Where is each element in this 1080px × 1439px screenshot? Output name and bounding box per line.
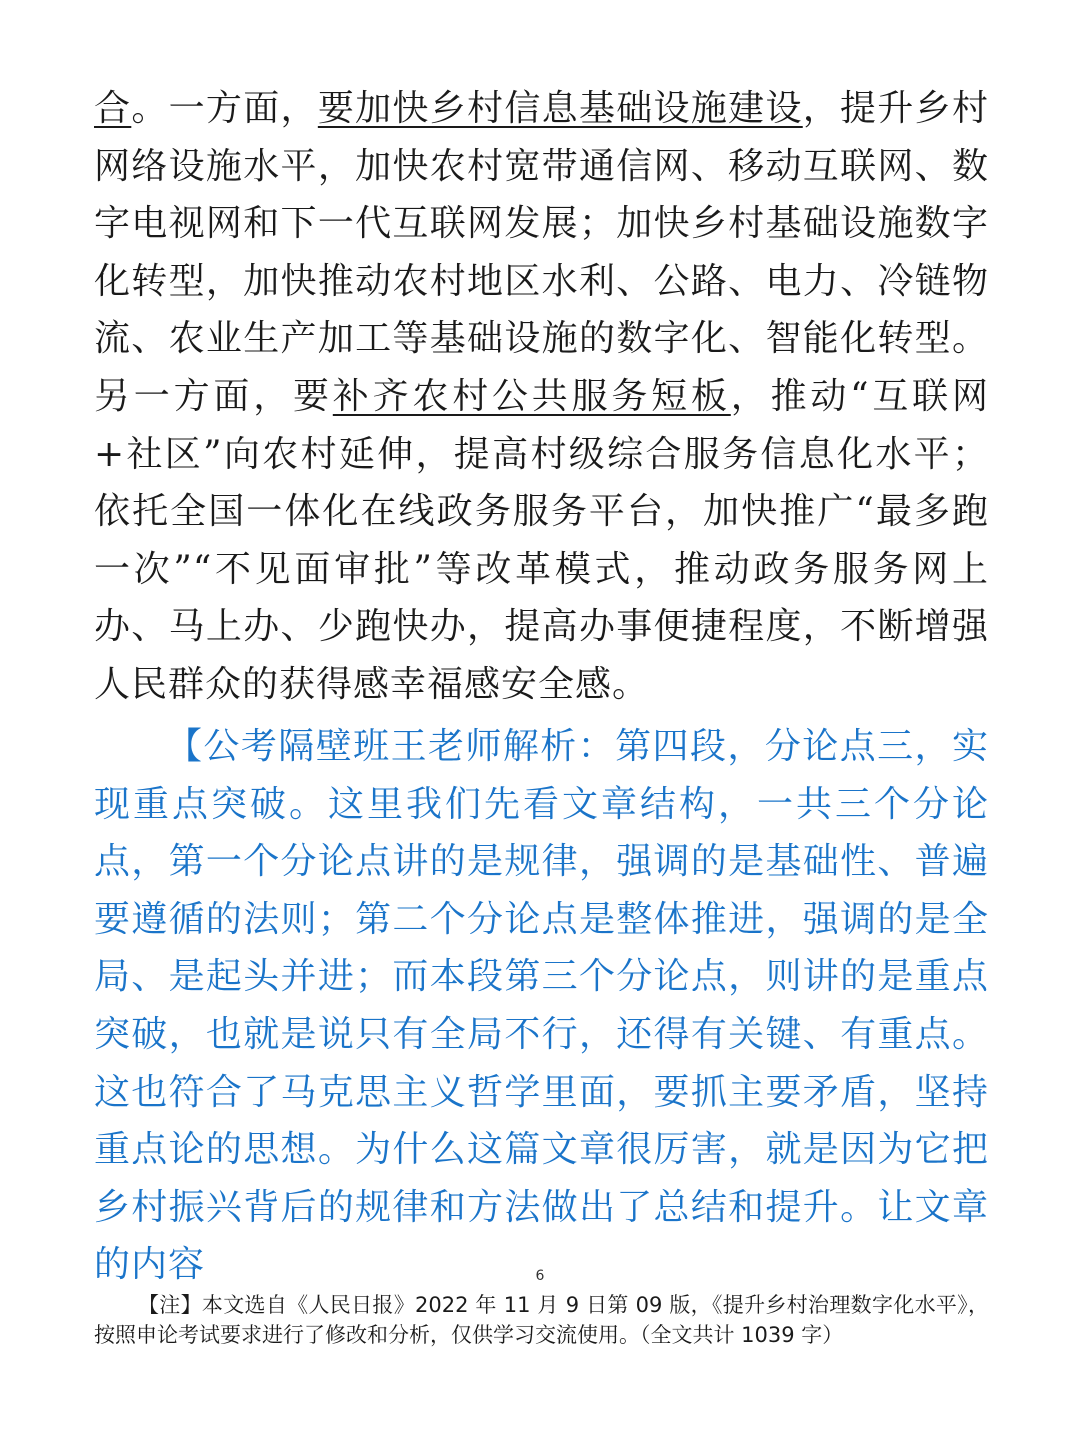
text-fragment: 。一方面， [131, 88, 318, 129]
teacher-analysis-paragraph: 【公考隔壁班王老师解析：第四段，分论点三，实现重点突破。这里我们先看文章结构，一共三个分论点，第一个分论点讲的是规律，强调的是基础性、普遍要遵循的法则；第二个分论点是整体推进，强调的是全局、是起头并进；而本段第三个分论点，则讲的是重点突破，也就是说只有全局不行，还得有关键、有重点。这也符合了马克思主义哲学里面，要抓主要矛盾，坚持重点论的思想。为什么这篇文章很厉害，就是因为它把乡村振兴背后的规律和方法做出了总结和提升。让文章的内容 [94, 726, 989, 1286]
source-footnote: 【注】本文选自《人民日报》2022 年 11 月 9 日第 09 版，《提升乡村治理数字化水平》，按照申论考试要求进行了修改和分析，仅供学习交流使用。（全文共计 1039 字） [94, 1293, 989, 1347]
underlined-fragment-start: 合 [94, 88, 132, 129]
text-fragment: ，提升乡村网络设施水平，加快农村宽带通信网、移动互联网、数字电视网和下一代互联网发展；加快乡村基础设施数字化转型，加快推动农村地区水利、公路、电力、冷链物流、农业生产加工等基础设施的数字化、智能化转型。另一方面，要 [94, 88, 989, 417]
underlined-key-phrase-public-services: 补齐农村公共服务短板 [332, 375, 731, 417]
text-fragment: ，推动“互联网+社区”向农村延伸，提高村级综合服务信息化水平；依托全国一体化在线政务服务平台，加快推广“最多跑一次”“不见面审批”等改革模式，推动政务服务网上办、马上办、少跑快办，提高办事便捷程度，不断增强人民群众的获得感幸福感安全感。 [94, 375, 989, 705]
body-paragraph [94, 80, 989, 714]
page-number: 6 [535, 1268, 545, 1284]
paragraph-main [94, 80, 989, 714]
underlined-key-phrase-infrastructure: 要加快乡村信息基础设施建设 [317, 88, 803, 129]
